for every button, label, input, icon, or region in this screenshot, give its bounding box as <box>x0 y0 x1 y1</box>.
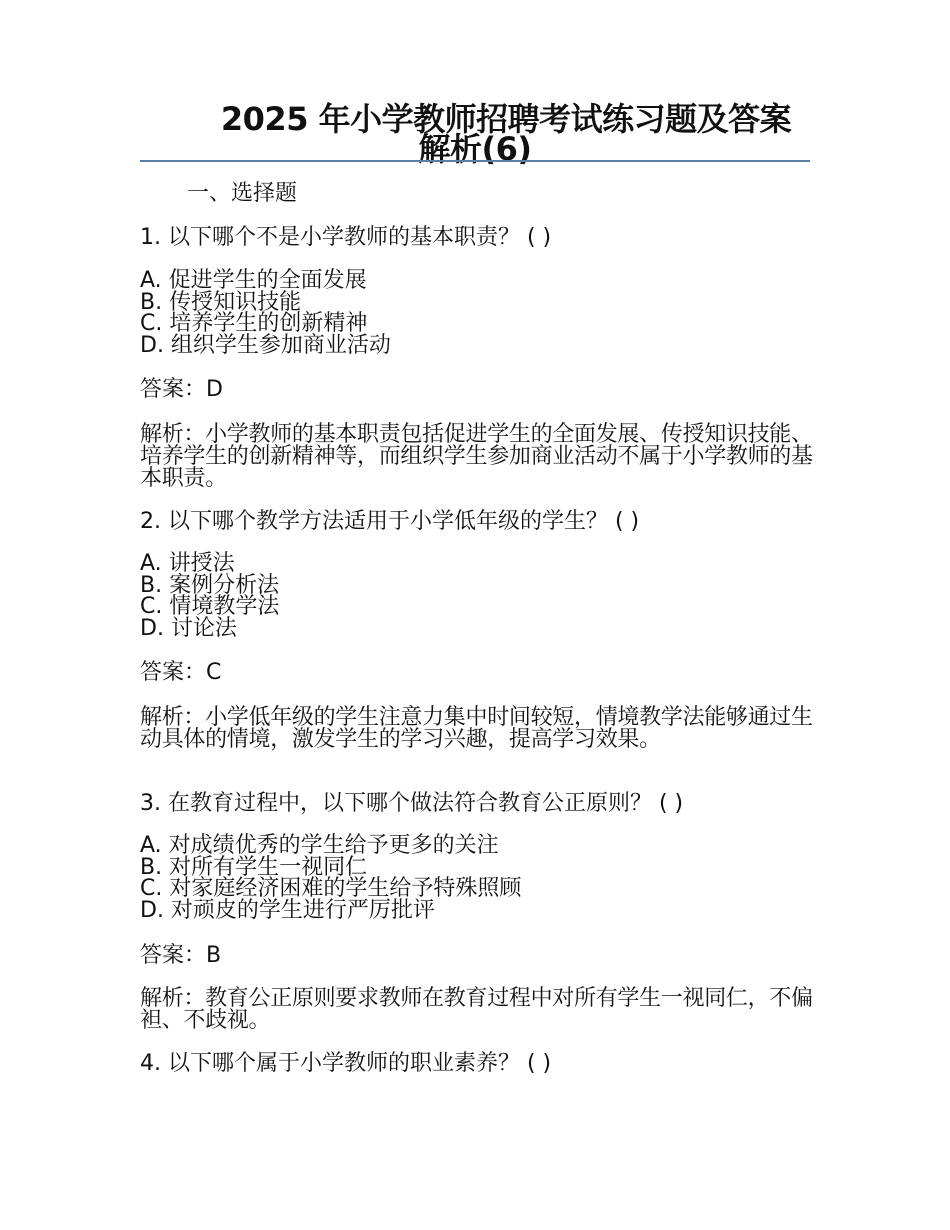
question-1-answer: 答案：D <box>140 377 223 402</box>
question-1-options <box>140 270 816 356</box>
question-3-explanation: 解析：教育公正原则要求教师在教育过程中对所有学生一视同仁，不偏袒、不歧视。 <box>140 986 813 1033</box>
question-4-stem: 4. 以下哪个属于小学教师的职业素养？ ( ) <box>140 1051 552 1076</box>
question-2-answer: 答案：C <box>140 660 222 685</box>
option-c: C. 情境教学法 <box>140 594 280 619</box>
question-1-stem: 1. 以下哪个不是小学教师的基本职责？ ( ) <box>140 225 552 250</box>
question-3-answer: 答案：B <box>140 943 222 968</box>
option-b: B. 对所有学生一视同仁 <box>140 854 368 880</box>
option-c: C. 培养学生的创新精神 <box>140 311 368 336</box>
option-a: A. 促进学生的全面发展 <box>140 268 367 293</box>
question-3-options <box>140 835 816 921</box>
option-a: A. 对成绩优秀的学生给予更多的关注 <box>140 833 499 858</box>
section-heading: 一、选择题 <box>187 181 298 206</box>
question-3-stem: 3. 在教育过程中，以下哪个做法符合教育公正原则？ ( ) <box>140 791 684 816</box>
title-line-2: 解析(6) <box>418 130 532 168</box>
option-b: B. 案例分析法 <box>140 572 280 598</box>
question-2-stem: 2. 以下哪个教学方法适用于小学低年级的学生？ ( ) <box>140 509 640 534</box>
document-title <box>140 100 810 168</box>
title-divider <box>140 160 810 162</box>
option-d: D. 对顽皮的学生进行严厉批评 <box>140 897 435 923</box>
option-a: A. 讲授法 <box>140 551 235 576</box>
title-line-1: 2025 年小学教师招聘考试练习题及答案 <box>220 100 792 138</box>
option-d: D. 组织学生参加商业活动 <box>140 332 391 358</box>
option-c: C. 对家庭经济困难的学生给予特殊照顾 <box>140 876 522 901</box>
question-1-explanation: 解析：小学教师的基本职责包括促进学生的全面发展、传授知识技能、培养学生的创新精神等，而组织学生参加商业活动不属于小学教师的基本职责。 <box>140 422 813 491</box>
option-d: D. 讨论法 <box>140 615 237 641</box>
option-b: B. 传授知识技能 <box>140 289 302 315</box>
question-2-options <box>140 553 816 639</box>
question-2-explanation: 解析：小学低年级的学生注意力集中时间较短，情境教学法能够通过生动具体的情境，激发学生的学习兴趣，提高学习效果。 <box>140 705 813 752</box>
